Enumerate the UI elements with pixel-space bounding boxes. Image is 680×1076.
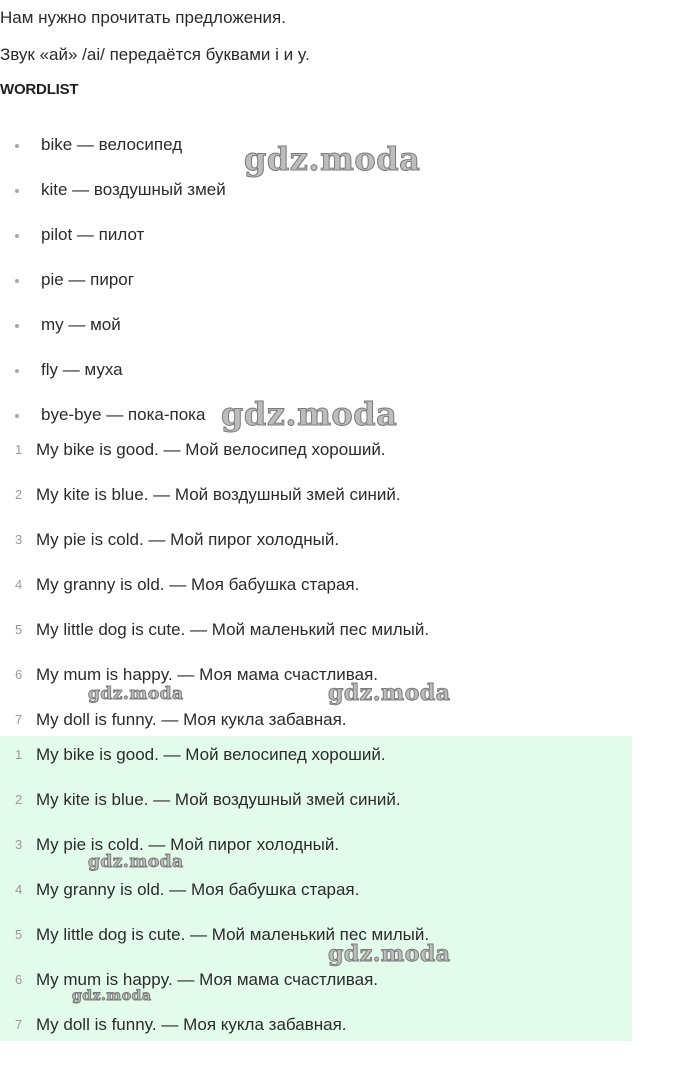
list-item-text: pilot — пилот <box>41 225 145 244</box>
sentence-number: 4 <box>15 882 23 897</box>
sentence-number: 5 <box>15 622 23 637</box>
sentence-number: 6 <box>15 667 23 682</box>
sentence-number: 6 <box>15 972 23 987</box>
bullet-icon <box>15 279 19 283</box>
bullet-icon <box>15 369 19 373</box>
bullet-icon <box>15 144 19 148</box>
sentence-number: 4 <box>15 577 23 592</box>
watermark-logo: gdz.moda <box>328 941 451 967</box>
list-item-text: kite — воздушный змей <box>41 180 226 199</box>
sentence-text: My granny is old. — Моя бабушка старая. <box>36 575 360 594</box>
sentence-text: My pie is cold. — Мой пирог холодный. <box>36 530 340 549</box>
sentence-number: 3 <box>15 532 23 547</box>
sentence-number: 2 <box>15 487 23 502</box>
bullet-icon <box>15 414 19 418</box>
intro-line-1: Нам нужно прочитать предложения. <box>0 8 286 27</box>
list-item-text: fly — муха <box>41 360 123 379</box>
watermark-logo: gdz.moda <box>88 852 184 872</box>
bullet-icon <box>15 234 19 238</box>
watermark-logo: gdz.moda <box>328 680 451 706</box>
watermark-logo: gdz.moda <box>244 140 421 178</box>
sentence-number: 7 <box>15 1017 23 1032</box>
sentence-text: My doll is funny. — Моя кукла забавная. <box>36 710 347 729</box>
sentence-text: My mum is happy. — Моя мама счастливая. <box>36 970 379 989</box>
bullet-icon <box>15 324 19 328</box>
sentence-number: 5 <box>15 927 23 942</box>
list-item-text: bike — велосипед <box>41 135 183 154</box>
sentence-text: My little dog is cute. — Мой маленький пес милый. <box>36 925 430 944</box>
sentence-text: My doll is funny. — Моя кукла забавная. <box>36 1015 347 1034</box>
sentence-text: My granny is old. — Моя бабушка старая. <box>36 880 360 899</box>
sentence-text: My pie is cold. — Мой пирог холодный. <box>36 835 340 854</box>
sentence-text: My bike is good. — Мой велосипед хороший. <box>36 745 386 764</box>
sentence-text: My bike is good. — Мой велосипед хороший. <box>36 440 386 459</box>
sentence-number: 7 <box>15 712 23 727</box>
sentence-number: 3 <box>15 837 23 852</box>
sentence-number: 1 <box>15 747 23 762</box>
sentence-number: 2 <box>15 792 23 807</box>
list-item-text: bye-bye — пока-пока <box>41 405 206 424</box>
list-item-text: my — мой <box>41 315 121 334</box>
wordlist-heading: WORDLIST <box>0 81 79 98</box>
sentence-number: 1 <box>15 442 23 457</box>
intro-line-2: Звук «ай» /ai/ передаётся буквами i и y. <box>0 45 310 64</box>
watermark-logo: gdz.moda <box>221 395 398 433</box>
watermark-logo: gdz.moda <box>88 684 184 704</box>
sentence-text: My little dog is cute. — Мой маленький пес милый. <box>36 620 430 639</box>
bullet-icon <box>15 189 19 193</box>
sentence-text: My kite is blue. — Мой воздушный змей синий. <box>36 790 401 809</box>
sentence-text: My mum is happy. — Моя мама счастливая. <box>36 665 379 684</box>
watermark-logo: gdz.moda <box>72 988 152 1004</box>
sentence-text: My kite is blue. — Мой воздушный змей синий. <box>36 485 401 504</box>
list-item-text: pie — пирог <box>41 270 134 289</box>
